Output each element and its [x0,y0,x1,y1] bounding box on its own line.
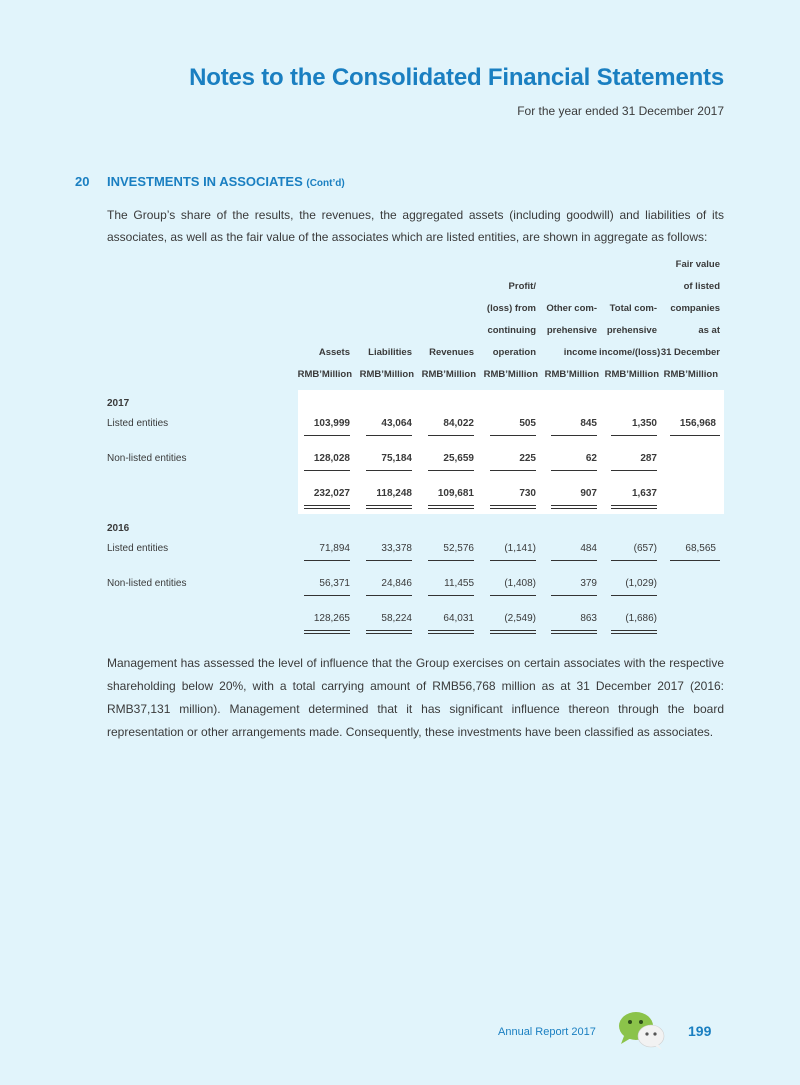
column-header-6: Fair value [675,259,720,270]
column-header-4: prehensive [546,325,597,336]
underline [670,435,720,436]
column-unit-6: RMB’Million [663,369,718,380]
section-intro: The Group’s share of the results, the revenues, the aggregated assets (including goodwill) and liabilities of its associates, as well as the fair value of the associates which are listed entities, are shown in aggregate as follows: [107,208,724,244]
column-header-1: Liabilities [368,347,412,358]
table-cell: 84,022 [443,418,474,429]
column-header-3: operation [492,347,536,358]
column-unit-0: RMB’Million [297,369,352,380]
table-cell: 730 [519,488,536,499]
double-underline [366,505,412,509]
chat-bubbles-logo-icon [616,1010,668,1050]
table-cell: (1,408) [504,578,536,589]
year-label-y2017: 2017 [107,398,130,409]
double-underline [611,505,657,509]
table-cell: 863 [580,613,597,624]
row-label-listed: Listed entities [107,418,169,429]
column-unit-2: RMB’Million [421,369,476,380]
table-cell: 1,637 [631,488,657,499]
column-header-3: (loss) from [486,303,536,314]
table-cell: 505 [519,418,536,429]
page-title: Notes to the Consolidated Financial Statements [189,64,724,91]
table-cell: 109,681 [437,488,474,499]
table-cell: 128,028 [313,453,350,464]
double-underline [551,505,597,509]
column-header-6: as at [698,325,720,336]
section-title-cont: (Cont’d) [306,178,345,189]
underline [670,560,720,561]
underline [366,595,412,596]
column-header-5: income/(loss) [599,347,661,358]
table-cell: 156,968 [679,418,716,429]
table-cell: 287 [640,453,657,464]
table-cell: 24,846 [381,578,412,589]
section-number: 20 [75,174,90,189]
underline [304,595,350,596]
underline [490,435,536,436]
table-cell: 58,224 [381,613,412,624]
column-unit-1: RMB’Million [359,369,414,380]
row-label-listed: Listed entities [107,543,169,554]
underline [304,435,350,436]
table-cell: 71,894 [319,543,350,554]
table-cell: 25,659 [443,453,474,464]
double-underline [304,505,350,509]
column-header-6: companies [670,303,720,314]
table-cell: 62 [585,453,597,464]
table-cell: 11,455 [444,578,474,589]
column-header-6: 31 December [660,347,720,358]
underline [366,470,412,471]
section-title [107,174,345,189]
column-header-5: Total com- [609,303,657,314]
page-subtitle: For the year ended 31 December 2017 [517,104,724,118]
column-header-2: Revenues [429,347,474,358]
underline [611,470,657,471]
table-cell: (1,686) [625,613,657,624]
underline [551,595,597,596]
table-cell: 232,027 [313,488,350,499]
table-cell: (1,141) [504,543,536,554]
table-cell: 43,064 [381,418,412,429]
table-cell: 118,248 [376,488,412,499]
row-label-nonlisted: Non-listed entities [107,578,187,589]
column-unit-5: RMB’Million [604,369,659,380]
double-underline [366,630,412,634]
column-header-4: income [563,347,597,358]
double-underline [490,505,536,509]
underline [490,595,536,596]
underline [551,435,597,436]
double-underline [551,630,597,634]
double-underline [428,505,474,509]
column-header-3: Profit/ [508,281,536,292]
management-paragraph: Management has assessed the level of influence that the Group exercises on certain associates with the respective shareholding below 20%, with a total carrying amount of RMB56,768 million as at 31 December 2017 (2016: RMB37,131 million). Management determined that it has significant influence thereon through the board representation or other arrangements made. Consequently, these investments have been classified as associates. [107,656,724,739]
annual-report-label: Annual Report 2017 [498,1026,596,1038]
table-cell: 56,371 [319,578,350,589]
table-cell: 484 [580,543,597,554]
column-header-6: of listed [683,281,720,292]
column-header-5: prehensive [606,325,657,336]
underline [551,560,597,561]
table-cell: 379 [580,578,597,589]
underline [366,435,412,436]
underline [611,435,657,436]
column-header-4: Other com- [546,303,597,314]
column-header-3: continuing [487,325,536,336]
year-label-y2016: 2016 [107,523,130,534]
table-cell: 68,565 [685,543,716,554]
double-underline [304,630,350,634]
double-underline [428,630,474,634]
column-unit-4: RMB’Million [544,369,599,380]
table-cell: 64,031 [443,613,474,624]
table-cell: 907 [580,488,597,499]
underline [428,470,474,471]
double-underline [490,630,536,634]
table-cell: 225 [519,453,536,464]
table-cell: 103,999 [313,418,350,429]
column-unit-3: RMB’Million [483,369,538,380]
table-cell: (657) [633,543,657,554]
table-cell: 52,576 [443,543,474,554]
table-cell: 75,184 [381,453,412,464]
section-title-text: INVESTMENTS IN ASSOCIATES [107,174,303,189]
underline [304,560,350,561]
underline [611,595,657,596]
underline [428,595,474,596]
underline [428,560,474,561]
table-cell: (2,549) [504,613,536,624]
column-header-0: Assets [318,347,350,358]
underline [366,560,412,561]
underline [490,560,536,561]
table-cell: (1,029) [625,578,657,589]
page-number: 199 [688,1023,712,1039]
table-cell: 1,350 [631,418,657,429]
underline [611,560,657,561]
table-cell: 128,265 [313,613,350,624]
double-underline [611,630,657,634]
table-cell: 33,378 [381,543,412,554]
row-label-nonlisted: Non-listed entities [107,453,187,464]
underline [428,435,474,436]
table-cell: 845 [580,418,597,429]
underline [490,470,536,471]
underline [304,470,350,471]
underline [551,470,597,471]
